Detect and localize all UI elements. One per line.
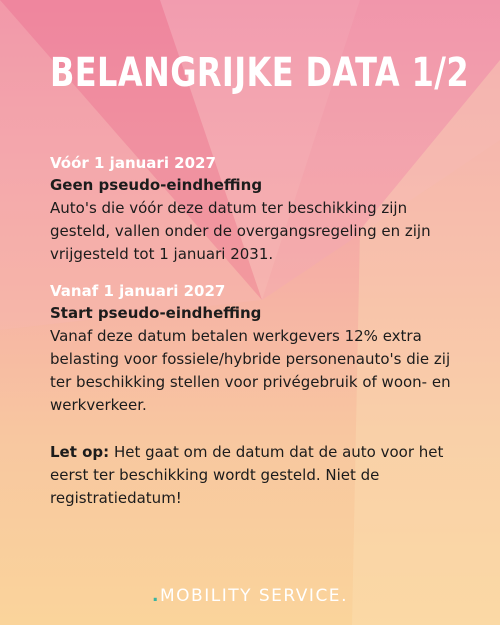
section-date: Vanaf 1 januari 2027 xyxy=(50,282,226,300)
brand-name: MOBILITY SERVICE xyxy=(160,586,342,606)
note-text: Het gaat om de datum dat de auto voor het eerst ter beschikking wordt gesteld. Niet de registratiedatum! xyxy=(50,443,444,507)
section-heading: Geen pseudo-eindheffing xyxy=(50,176,263,194)
section-body: Vanaf deze datum betalen werkgevers 12% extra belasting voor fossiele/hybride personenauto's die zij ter beschikking stellen voor privégebruik of woon- en werkverkeer. xyxy=(50,327,451,414)
logo-dot-end-icon: . xyxy=(341,586,348,606)
brand-logo xyxy=(0,586,500,606)
section-heading: Start pseudo-eindheffing xyxy=(50,304,262,322)
section-date: Vóór 1 januari 2027 xyxy=(50,154,216,172)
page-title: BELANGRIJKE DATA 1/2 xyxy=(50,50,470,96)
section-body: Auto's die vóór deze datum ter beschikking zijn gesteld, vallen onder de overgangsregeling en zijn vrijgesteld tot 1 januari 2031. xyxy=(50,199,431,263)
section-before-2027 xyxy=(50,152,460,266)
content xyxy=(50,152,460,510)
section-from-2027 xyxy=(50,280,460,417)
note-label: Let op: xyxy=(50,443,110,461)
logo-dot-icon: . xyxy=(152,586,160,606)
note xyxy=(50,441,460,510)
